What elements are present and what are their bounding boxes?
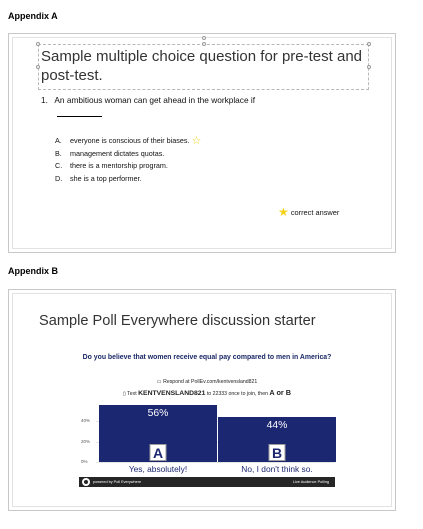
- gridline: [96, 462, 335, 463]
- answer-options: [55, 136, 201, 186]
- slide-appendix-b: [8, 289, 396, 511]
- option-text: everyone is conscious of their biases.: [70, 136, 190, 145]
- question: [41, 95, 255, 105]
- text-instructions: [79, 388, 335, 397]
- option-text: management dictates quotas.: [70, 148, 165, 158]
- bar-b: [218, 417, 336, 462]
- slide-title: Sample Poll Everywhere discussion starter: [39, 313, 316, 329]
- answer-blank-line: [57, 116, 102, 117]
- phone-icon: ▯: [122, 391, 126, 397]
- category-label: No, I don't think so.: [241, 464, 313, 474]
- resize-handle[interactable]: [36, 65, 40, 69]
- option-letter: C.: [55, 161, 63, 170]
- option-letter: D.: [55, 173, 63, 183]
- y-tick-label: 20%: [81, 438, 91, 444]
- option-text: she is a top performer.: [70, 173, 142, 183]
- appendix-a-heading: Appendix A: [8, 11, 58, 21]
- poll-bar-chart: [79, 398, 335, 478]
- appendix-b-heading: Appendix B: [8, 266, 59, 276]
- slide-title: Sample multiple choice question for pre-test and post-test.: [41, 48, 363, 84]
- y-tick-label: 0%: [81, 459, 88, 464]
- option-letter: A.: [55, 136, 62, 145]
- option-d: [55, 174, 201, 187]
- bar-value-label: 56%: [147, 408, 169, 420]
- respond-instructions: [79, 379, 335, 385]
- star-icon: ☆: [191, 135, 202, 147]
- option-c: [55, 161, 201, 174]
- text-prefix: Text: [127, 391, 137, 397]
- rotate-handle[interactable]: [202, 36, 206, 40]
- answer-letter-badge: A: [150, 444, 167, 461]
- question-number: 1.: [41, 95, 48, 105]
- option-a: [55, 136, 201, 149]
- option-b: [55, 149, 201, 162]
- option-letter: B.: [55, 148, 62, 158]
- slide-appendix-a: [8, 33, 396, 253]
- resize-handle[interactable]: [202, 42, 206, 46]
- resize-handle[interactable]: [36, 42, 40, 46]
- y-tick-label: 40%: [81, 418, 91, 424]
- bar-a: [99, 405, 217, 462]
- star-icon: ★: [278, 205, 289, 219]
- poll-everywhere-logo-icon: [82, 478, 90, 486]
- text-answer: A or B: [269, 388, 292, 397]
- legend-text: correct answer: [290, 208, 340, 217]
- option-text: there is a mentorship program.: [70, 161, 168, 170]
- footer-live-polling: Live Audience Polling: [292, 480, 329, 484]
- poll-question: Do you believe that women receive equal pay compared to men in America?: [82, 354, 332, 361]
- bar-value-label: 44%: [266, 420, 288, 432]
- respond-url: Respond at PollEv.com/kentvensland821: [163, 379, 258, 385]
- correct-answer-legend: [278, 205, 340, 219]
- category-label: Yes, absolutely!: [128, 464, 188, 474]
- question-text: An ambitious woman can get ahead in the workplace if: [54, 95, 256, 105]
- text-middle: to 22333 once to join, then: [206, 391, 268, 397]
- footer-powered-by: powered by Poll Everywhere: [93, 480, 142, 484]
- resize-handle[interactable]: [367, 42, 371, 46]
- monitor-icon: ▭: [156, 379, 162, 385]
- poll-footer: [79, 477, 335, 487]
- answer-letter-badge: B: [269, 444, 286, 461]
- text-code: KENTVENSLAND821: [138, 390, 206, 397]
